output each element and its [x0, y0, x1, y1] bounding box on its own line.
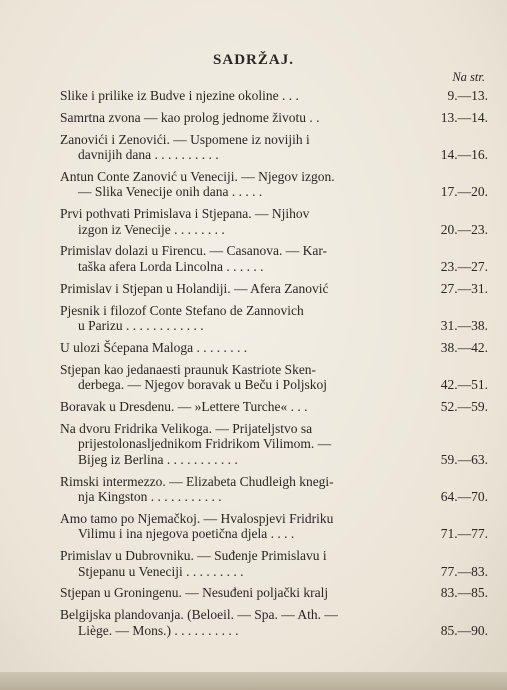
toc-entry-pages: 20.—23.: [440, 221, 488, 237]
toc-entry-text: [60, 303, 422, 334]
toc-entry-line: Na dvoru Fridrika Velikoga. — Prijateljstvo sa: [60, 420, 313, 436]
toc-entry-pages: 17.—20.: [440, 184, 488, 200]
toc-entry-line: U ulozi Šćepana Maloga . . . . . . . .: [60, 339, 248, 355]
toc-entry-pages: 38.—42.: [440, 339, 488, 355]
toc-entry-text: [60, 281, 422, 297]
toc-entry-line: Pjesnik i filozof Conte Stefano de Zannovich: [60, 302, 304, 318]
toc-entry: [60, 511, 488, 542]
toc-entry-line: prijestolonasljednikom Fridrikom Vilimom. —: [78, 436, 332, 452]
toc-entry-pages: 71.—77.: [440, 526, 488, 542]
toc-entry-pages: 23.—27.: [440, 258, 488, 274]
toc-entry-line: derbega. — Njegov boravak u Beču i Poljskoj: [78, 377, 327, 393]
toc-entry: [60, 303, 488, 334]
toc-entry-line: Zanovići i Zenovići. — Uspomene iz novijih i: [60, 131, 310, 147]
toc-entry: [60, 281, 488, 297]
toc-entry: [60, 362, 488, 393]
toc-entry-pages: 52.—59.: [440, 398, 488, 414]
toc-entry: [60, 474, 488, 505]
toc-entry-text: [60, 607, 422, 638]
toc-entry: [60, 421, 488, 468]
page-bottom-edge: [0, 672, 507, 690]
toc-entry-line: Liège. — Mons.) . . . . . . . . . .: [78, 622, 239, 638]
toc-entry-line: u Parizu . . . . . . . . . . . .: [78, 318, 204, 334]
toc-entry-line: Primislav dolazi u Firencu. — Casanova. — Kar-: [60, 243, 328, 259]
toc-entry-text: [60, 206, 422, 237]
toc-entry-text: [60, 511, 422, 542]
toc-entry: [60, 340, 488, 356]
toc-entry-text: [60, 88, 422, 104]
toc-entry: [60, 206, 488, 237]
toc-entry-line: Stjepanu u Veneciji . . . . . . . . .: [78, 563, 244, 579]
toc-entry: [60, 585, 488, 601]
table-of-contents: [60, 88, 488, 645]
toc-entry-pages: 42.—51.: [440, 377, 488, 393]
toc-entry-line: Samrtna zvona — kao prolog jednome životu . .: [60, 109, 320, 125]
toc-entry-text: [60, 548, 422, 579]
toc-entry-pages: 83.—85.: [440, 585, 488, 601]
toc-entry: [60, 548, 488, 579]
toc-entry-pages: 13.—14.: [440, 109, 488, 125]
toc-entry-line: nja Kingston . . . . . . . . . . .: [78, 489, 222, 505]
toc-entry-pages: 27.—31.: [440, 280, 488, 296]
toc-entry-text: [60, 421, 422, 468]
toc-entry-pages: 85.—90.: [440, 622, 488, 638]
toc-entry-text: [60, 243, 422, 274]
toc-entry-pages: 59.—63.: [440, 451, 488, 467]
toc-entry-line: Stjepan kao jedanaesti praunuk Kastriote Sken-: [60, 361, 317, 377]
toc-entry-line: taška afera Lorda Lincolna . . . . . .: [78, 258, 264, 274]
toc-entry-line: izgon iz Venecije . . . . . . . .: [78, 221, 225, 237]
toc-entry: [60, 399, 488, 415]
toc-entry: [60, 132, 488, 163]
toc-entry-pages: 77.—83.: [440, 563, 488, 579]
toc-entry-pages: 31.—38.: [440, 318, 488, 334]
toc-entry-line: Rimski intermezzo. — Elizabeta Chudleigh knegi-: [60, 473, 334, 489]
toc-entry-line: Primislav u Dubrovniku. — Suđenje Primislavu i: [60, 548, 327, 564]
page-title: SADRŽAJ.: [213, 52, 294, 68]
toc-entry-text: [60, 585, 422, 601]
toc-entry-line: Bijeg iz Berlina . . . . . . . . . . .: [78, 451, 238, 467]
pages-column-header: Na str.: [452, 70, 485, 84]
toc-entry-text: [60, 362, 422, 393]
toc-entry-text: [60, 474, 422, 505]
toc-entry-line: Primislav i Stjepan u Holandiji. — Afera Zanović: [60, 280, 329, 296]
toc-entry-pages: 14.—16.: [440, 147, 488, 163]
toc-entry-text: [60, 110, 422, 126]
toc-entry-pages: 64.—70.: [440, 489, 488, 505]
toc-entry-pages: 9.—13.: [447, 88, 488, 103]
toc-entry: [60, 607, 488, 638]
toc-entry-line: Antun Conte Zanović u Veneciji. — Njegov izgon.: [60, 168, 335, 184]
toc-entry: [60, 243, 488, 274]
toc-entry-text: [60, 399, 422, 415]
toc-entry-line: Amo tamo po Njemačkoj. — Hvalospjevi Fridriku: [60, 510, 334, 526]
toc-entry-text: [60, 132, 422, 163]
toc-entry: [60, 88, 488, 104]
toc-entry-line: — Slika Venecije onih dana . . . . .: [78, 184, 263, 200]
toc-entry-text: [60, 169, 422, 200]
toc-entry-line: Vilimu i ina njegova poetična djela . . . .: [78, 526, 295, 542]
toc-entry-line: Boravak u Dresdenu. — »Lettere Turche« . . .: [60, 398, 308, 414]
toc-entry: [60, 169, 488, 200]
toc-entry-line: davnijih dana . . . . . . . . . .: [78, 147, 219, 163]
toc-entry-line: Stjepan u Groningenu. — Nesuđeni poljački kralj: [60, 585, 329, 601]
toc-entry: [60, 110, 488, 126]
toc-entry-text: [60, 340, 422, 356]
toc-entry-line: Belgijska plandovanja. (Beloeil. — Spa. — Ath. —: [60, 607, 338, 623]
toc-entry-line: Slike i prilike iz Budve i njezine okoline . . .: [60, 88, 299, 103]
toc-entry-line: Prvi pothvati Primislava i Stjepana. — Njihov: [60, 206, 310, 222]
